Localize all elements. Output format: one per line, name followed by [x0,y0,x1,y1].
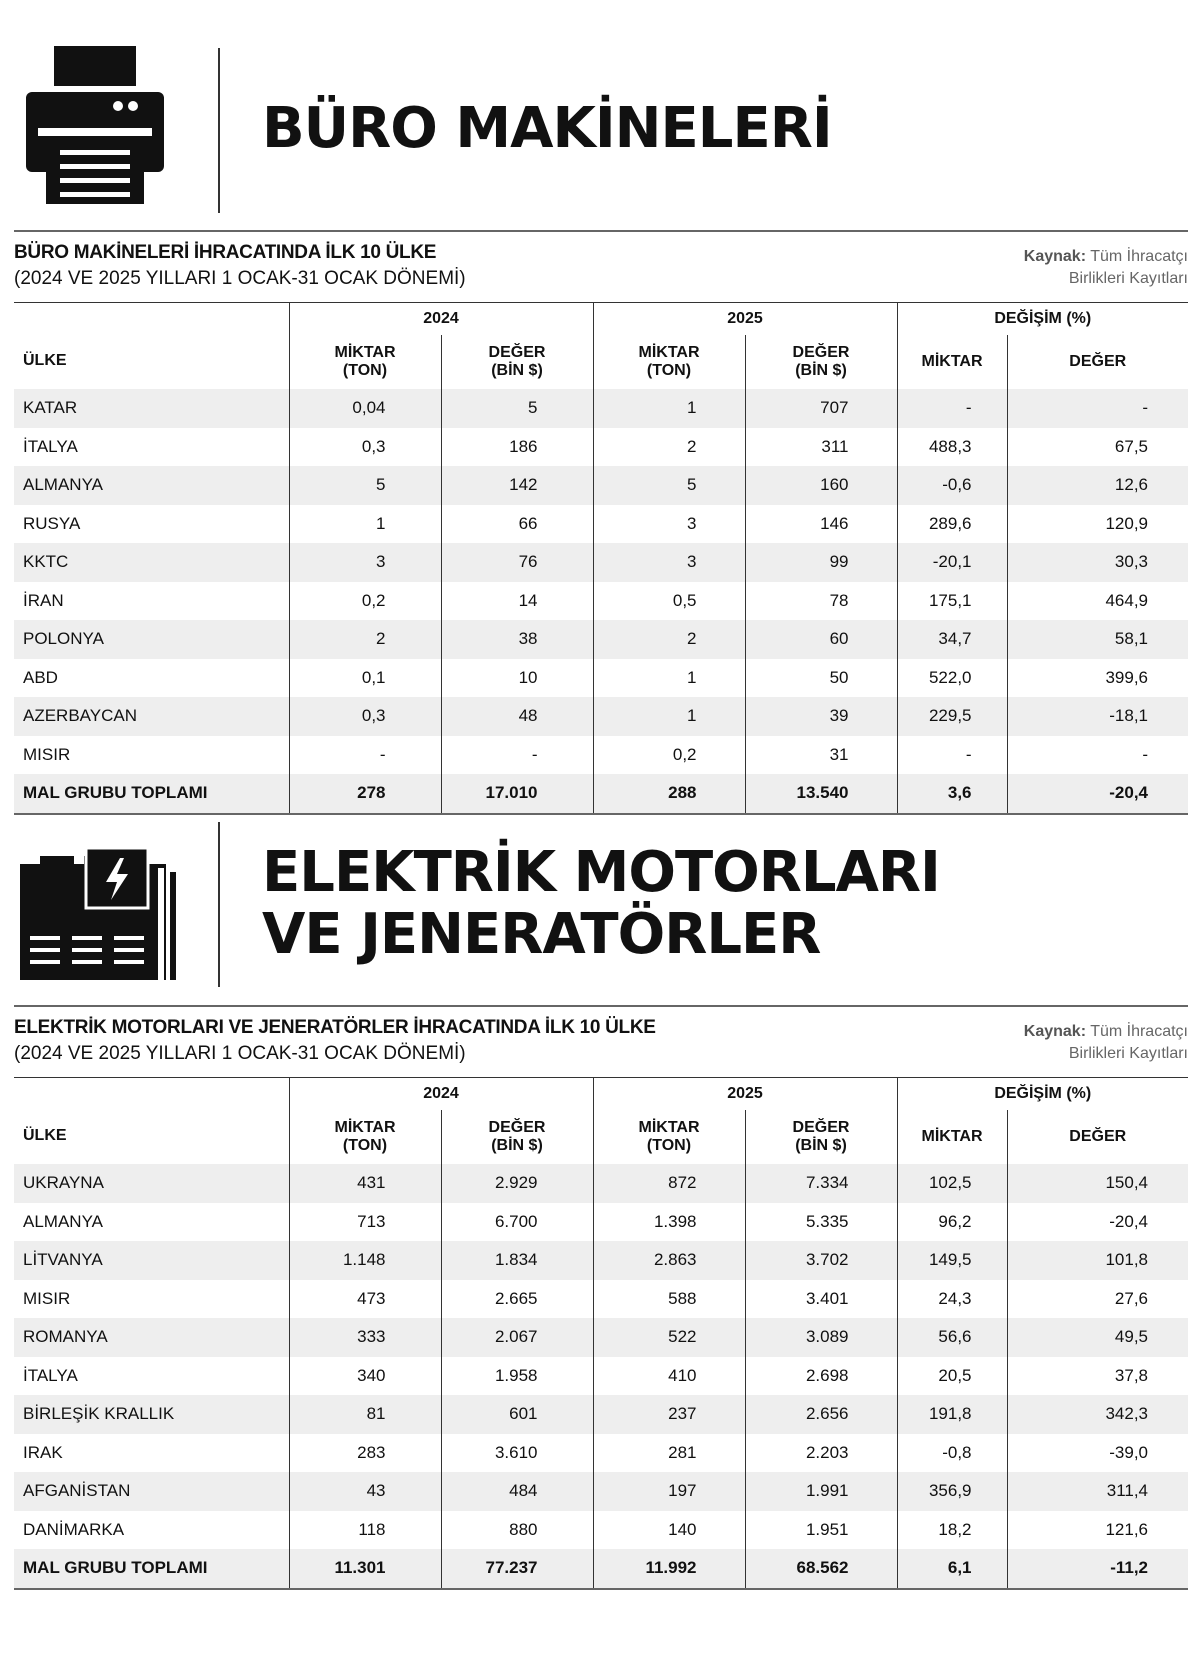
cell-deger-2024: 2.665 [441,1280,593,1319]
cell-miktar-change: 20,5 [897,1357,1007,1396]
cell-deger-2025: 68.562 [745,1549,897,1589]
cell-deger-2025: 99 [745,543,897,582]
cell-miktar-change: - [897,389,1007,428]
cell-miktar-2025: 2 [593,620,745,659]
cell-country: ABD [23,667,58,687]
header-deger-change: DEĞER [1007,335,1188,389]
cell-deger-change: 150,4 [1007,1164,1188,1203]
header-deger-bin: DEĞER (BİN $) [745,1110,897,1164]
table-row [14,1434,1188,1473]
header-miktar-ton: MİKTAR (TON) [289,335,441,389]
source-note [1024,1021,1188,1065]
cell-deger-change: 399,6 [1007,659,1188,698]
cell-country: İRAN [23,590,64,610]
table-row [14,582,1188,621]
cell-miktar-2025: 140 [593,1511,745,1550]
export-table-block [14,1005,1188,1590]
table-row [14,1241,1188,1280]
cell-deger-change: -39,0 [1007,1434,1188,1473]
header-miktar-change: MİKTAR [897,1110,1007,1164]
cell-miktar-2025: 0,5 [593,582,745,621]
cell-deger-2024: 5 [441,389,593,428]
cell-deger-change: 121,6 [1007,1511,1188,1550]
cell-miktar-2024: 473 [289,1280,441,1319]
source-line1: Tüm İhracatçı [1090,248,1188,265]
cell-miktar-2025: 1.398 [593,1203,745,1242]
cell-country: MAL GRUBU TOPLAMI [14,774,289,814]
header-2025: 2025 [593,303,897,336]
header-divider [218,822,220,987]
cell-miktar-2025: 872 [593,1164,745,1203]
cell-deger-2024: 66 [441,505,593,544]
cell-country: ALMANYA [23,475,103,495]
cell-miktar-2025: 1 [593,389,745,428]
cell-deger-change: -11,2 [1007,1549,1188,1589]
source-line2: Birlikleri Kayıtları [1068,270,1188,287]
cell-deger-change: 30,3 [1007,543,1188,582]
cell-deger-2024: 17.010 [441,774,593,814]
table-title: ELEKTRİK MOTORLARI VE JENERATÖRLER İHRACATINDA İLK 10 ÜLKE [14,1017,656,1038]
cell-deger-2025: 3.702 [745,1241,897,1280]
header-degisim: DEĞİŞİM (%) [897,303,1188,336]
source-line2: Birlikleri Kayıtları [1068,1045,1188,1062]
cell-deger-2024: 6.700 [441,1203,593,1242]
table-row [14,659,1188,698]
section-title-line: VE JENERATÖRLER [262,902,821,967]
cell-deger-2025: 31 [745,736,897,775]
cell-deger-2025: 50 [745,659,897,698]
cell-country: İTALYA [23,436,78,456]
cell-country: KKTC [23,552,69,572]
source-label: Kaynak: [1023,248,1087,265]
cell-deger-2025: 5.335 [745,1203,897,1242]
table-total-row [14,1549,1188,1589]
cell-country: POLONYA [23,629,104,649]
cell-deger-change: 67,5 [1007,428,1188,467]
cell-miktar-2025: 288 [593,774,745,814]
table-title: BÜRO MAKİNELERİ İHRACATINDA İLK 10 ÜLKE [14,242,437,263]
header-degisim: DEĞİŞİM (%) [897,1078,1188,1111]
cell-deger-2024: 38 [441,620,593,659]
table-row [14,1164,1188,1203]
cell-country: BİRLEŞİK KRALLIK [23,1404,175,1424]
cell-deger-change: 311,4 [1007,1472,1188,1511]
table-row [14,736,1188,775]
cell-deger-2024: 2.067 [441,1318,593,1357]
cell-miktar-2025: 197 [593,1472,745,1511]
cell-miktar-2024: 5 [289,466,441,505]
cell-country: AZERBAYCAN [23,706,137,726]
cell-miktar-change: 56,6 [897,1318,1007,1357]
cell-miktar-2024: 1.148 [289,1241,441,1280]
cell-deger-2024: 1.834 [441,1241,593,1280]
header-deger-bin: DEĞER (BİN $) [745,335,897,389]
cell-deger-2025: 160 [745,466,897,505]
cell-deger-change: 12,6 [1007,466,1188,505]
header-miktar-ton: MİKTAR (TON) [593,335,745,389]
cell-country: LİTVANYA [23,1250,103,1270]
cell-miktar-change: 18,2 [897,1511,1007,1550]
cell-deger-2024: 14 [441,582,593,621]
cell-miktar-2025: 237 [593,1395,745,1434]
cell-deger-change: - [1007,736,1188,775]
cell-deger-2025: 1.951 [745,1511,897,1550]
header-miktar-change: MİKTAR [897,335,1007,389]
cell-miktar-change: - [897,736,1007,775]
cell-deger-change: -18,1 [1007,697,1188,736]
cell-deger-2024: 10 [441,659,593,698]
cell-miktar-change: 6,1 [897,1549,1007,1589]
cell-miktar-change: -0,6 [897,466,1007,505]
cell-miktar-change: 34,7 [897,620,1007,659]
cell-miktar-change: 24,3 [897,1280,1007,1319]
cell-miktar-change: 356,9 [897,1472,1007,1511]
cell-deger-2024: 77.237 [441,1549,593,1589]
cell-miktar-2024: - [289,736,441,775]
cell-miktar-2025: 1 [593,659,745,698]
cell-miktar-2024: 278 [289,774,441,814]
cell-deger-2024: 601 [441,1395,593,1434]
cell-country: ROMANYA [23,1327,108,1347]
cell-deger-2025: 3.089 [745,1318,897,1357]
cell-deger-change: -20,4 [1007,774,1188,814]
cell-country: ALMANYA [23,1211,103,1231]
cell-miktar-2025: 2.863 [593,1241,745,1280]
table-row [14,466,1188,505]
section-title [262,98,832,160]
table-row [14,1472,1188,1511]
cell-miktar-2024: 2 [289,620,441,659]
cell-country: İTALYA [23,1365,78,1385]
header-deger-bin: DEĞER (BİN $) [441,335,593,389]
generator-icon [20,848,180,993]
cell-country: UKRAYNA [23,1173,104,1193]
header-2024: 2024 [289,1078,593,1111]
table-row [14,1511,1188,1550]
source-line1: Tüm İhracatçı [1090,1023,1188,1040]
cell-miktar-change: -20,1 [897,543,1007,582]
cell-deger-2024: 484 [441,1472,593,1511]
table-row [14,1357,1188,1396]
cell-miktar-2024: 118 [289,1511,441,1550]
cell-miktar-change: 149,5 [897,1241,1007,1280]
cell-country: KATAR [23,398,78,418]
cell-miktar-2025: 1 [593,697,745,736]
cell-deger-change: -20,4 [1007,1203,1188,1242]
cell-miktar-2025: 11.992 [593,1549,745,1589]
cell-country: MAL GRUBU TOPLAMI [14,1549,289,1589]
cell-miktar-2025: 588 [593,1280,745,1319]
cell-country: IRAK [23,1442,63,1462]
cell-deger-2024: 142 [441,466,593,505]
cell-deger-2024: 48 [441,697,593,736]
header-2025: 2025 [593,1078,897,1111]
section-elektrik-motorlari [0,822,1202,1578]
cell-deger-2025: 3.401 [745,1280,897,1319]
cell-country: DANİMARKA [23,1519,125,1539]
cell-miktar-2025: 281 [593,1434,745,1473]
cell-miktar-change: 175,1 [897,582,1007,621]
cell-miktar-2024: 431 [289,1164,441,1203]
cell-miktar-2024: 283 [289,1434,441,1473]
cell-deger-2025: 707 [745,389,897,428]
table-subtitle: (2024 VE 2025 YILLARI 1 OCAK-31 OCAK DÖNEMİ) [14,1043,466,1064]
cell-miktar-change: -0,8 [897,1434,1007,1473]
export-table [14,1077,1188,1590]
table-total-row [14,774,1188,814]
cell-miktar-2024: 3 [289,543,441,582]
cell-miktar-2025: 2 [593,428,745,467]
header-divider [218,48,220,213]
cell-miktar-2024: 340 [289,1357,441,1396]
cell-deger-change: 37,8 [1007,1357,1188,1396]
table-subtitle: (2024 VE 2025 YILLARI 1 OCAK-31 OCAK DÖNEMİ) [14,268,466,289]
cell-miktar-change: 522,0 [897,659,1007,698]
cell-miktar-2024: 1 [289,505,441,544]
cell-miktar-2025: 0,2 [593,736,745,775]
cell-miktar-2024: 11.301 [289,1549,441,1589]
cell-miktar-change: 229,5 [897,697,1007,736]
header-miktar-ton: MİKTAR (TON) [289,1110,441,1164]
section-buro-makineleri [0,0,1202,803]
header-ulke: ÜLKE [14,303,289,390]
export-table [14,302,1188,815]
cell-deger-2024: 3.610 [441,1434,593,1473]
source-label: Kaynak: [1023,1023,1087,1040]
cell-miktar-2024: 0,3 [289,697,441,736]
cell-miktar-change: 289,6 [897,505,1007,544]
header-2024: 2024 [289,303,593,336]
cell-miktar-change: 96,2 [897,1203,1007,1242]
cell-miktar-change: 488,3 [897,428,1007,467]
cell-miktar-change: 191,8 [897,1395,1007,1434]
cell-deger-2024: 1.958 [441,1357,593,1396]
section-title-line: ELEKTRİK MOTORLARI [262,840,940,905]
cell-miktar-2024: 0,3 [289,428,441,467]
cell-country: MISIR [23,744,71,764]
cell-miktar-2024: 333 [289,1318,441,1357]
source-note [1024,246,1188,290]
cell-deger-2024: 186 [441,428,593,467]
cell-deger-2024: 880 [441,1511,593,1550]
cell-miktar-2024: 713 [289,1203,441,1242]
cell-deger-2025: 78 [745,582,897,621]
cell-deger-change: 58,1 [1007,620,1188,659]
table-row [14,1395,1188,1434]
cell-country: MISIR [23,1288,71,1308]
table-row [14,428,1188,467]
cell-deger-2025: 13.540 [745,774,897,814]
cell-deger-change: 49,5 [1007,1318,1188,1357]
cell-deger-change: - [1007,389,1188,428]
section-title-line: BÜRO MAKİNELERİ [262,96,832,161]
cell-deger-2025: 2.698 [745,1357,897,1396]
header-deger-change: DEĞER [1007,1110,1188,1164]
cell-deger-change: 120,9 [1007,505,1188,544]
cell-deger-2024: - [441,736,593,775]
table-row [14,505,1188,544]
header-ulke: ÜLKE [14,1078,289,1165]
table-row [14,389,1188,428]
cell-miktar-change: 102,5 [897,1164,1007,1203]
cell-miktar-2025: 3 [593,505,745,544]
table-row [14,1203,1188,1242]
cell-miktar-2024: 0,1 [289,659,441,698]
header-miktar-ton: MİKTAR (TON) [593,1110,745,1164]
cell-miktar-2025: 410 [593,1357,745,1396]
cell-deger-change: 101,8 [1007,1241,1188,1280]
cell-miktar-2024: 43 [289,1472,441,1511]
cell-miktar-change: 3,6 [897,774,1007,814]
table-row [14,697,1188,736]
cell-deger-2024: 76 [441,543,593,582]
cell-deger-2025: 311 [745,428,897,467]
cell-miktar-2025: 5 [593,466,745,505]
table-row [14,543,1188,582]
cell-deger-2025: 146 [745,505,897,544]
cell-deger-change: 342,3 [1007,1395,1188,1434]
section-header [0,0,1202,230]
cell-country: RUSYA [23,513,81,533]
section-title [262,842,940,966]
cell-deger-2025: 7.334 [745,1164,897,1203]
cell-miktar-2024: 81 [289,1395,441,1434]
printer-icon [20,40,170,215]
table-heading [14,1007,1188,1077]
cell-miktar-2025: 522 [593,1318,745,1357]
table-row [14,1318,1188,1357]
cell-deger-change: 464,9 [1007,582,1188,621]
cell-miktar-2024: 0,2 [289,582,441,621]
cell-deger-2025: 60 [745,620,897,659]
table-row [14,620,1188,659]
export-table-block [14,230,1188,815]
cell-deger-change: 27,6 [1007,1280,1188,1319]
header-deger-bin: DEĞER (BİN $) [441,1110,593,1164]
cell-country: AFGANİSTAN [23,1481,131,1501]
table-row [14,1280,1188,1319]
cell-deger-2025: 39 [745,697,897,736]
cell-miktar-2025: 3 [593,543,745,582]
cell-deger-2025: 1.991 [745,1472,897,1511]
cell-miktar-2024: 0,04 [289,389,441,428]
table-heading [14,232,1188,302]
cell-deger-2025: 2.203 [745,1434,897,1473]
cell-deger-2024: 2.929 [441,1164,593,1203]
cell-deger-2025: 2.656 [745,1395,897,1434]
